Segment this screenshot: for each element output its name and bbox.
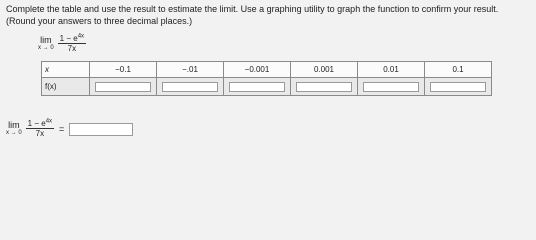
x-value-5: 0.01 xyxy=(358,62,425,78)
x-value-3: −0.001 xyxy=(224,62,291,78)
x-value-4: 0.001 xyxy=(291,62,358,78)
limit-answer-input[interactable] xyxy=(69,123,133,136)
fx-answer-5[interactable] xyxy=(363,82,419,92)
x-value-2: −.01 xyxy=(157,62,224,78)
denominator-bottom: 7x xyxy=(35,129,45,138)
values-table xyxy=(41,61,492,96)
fx-header: f(x) xyxy=(42,78,90,96)
x-value-6: 0.1 xyxy=(425,62,492,78)
equals-sign: = xyxy=(59,124,65,134)
denominator: 7x xyxy=(67,44,77,53)
limit-fraction-bottom xyxy=(26,119,54,139)
fx-answer-1[interactable] xyxy=(95,82,151,92)
numerator-bottom: 1 − e xyxy=(27,119,46,128)
fx-answer-2[interactable] xyxy=(162,82,218,92)
limit-expression-bottom xyxy=(6,119,133,139)
lim-label: lim xyxy=(40,35,52,45)
x-value-1: −0.1 xyxy=(90,62,157,78)
lim-approach: x → 0 xyxy=(38,45,54,51)
fx-answer-6[interactable] xyxy=(430,82,486,92)
numerator: 1 − e xyxy=(59,34,78,43)
fx-answer-3[interactable] xyxy=(229,82,285,92)
x-row xyxy=(42,62,492,78)
lim-label-bottom: lim xyxy=(8,120,20,130)
numerator-exponent-bottom: 4x xyxy=(45,118,53,125)
fx-row xyxy=(42,78,492,96)
numerator-exponent: 4x xyxy=(77,33,85,40)
limit-fraction xyxy=(58,34,86,54)
limit-expression-top xyxy=(38,34,86,54)
instructions-line2: (Round your answers to three decimal places.) xyxy=(6,16,193,26)
x-header: x xyxy=(42,62,90,78)
lim-approach-bottom: x → 0 xyxy=(6,130,22,136)
fx-answer-4[interactable] xyxy=(296,82,352,92)
instructions-line1: Complete the table and use the result to estimate the limit. Use a graphing utility to graph the function to confirm your result. xyxy=(6,4,499,14)
